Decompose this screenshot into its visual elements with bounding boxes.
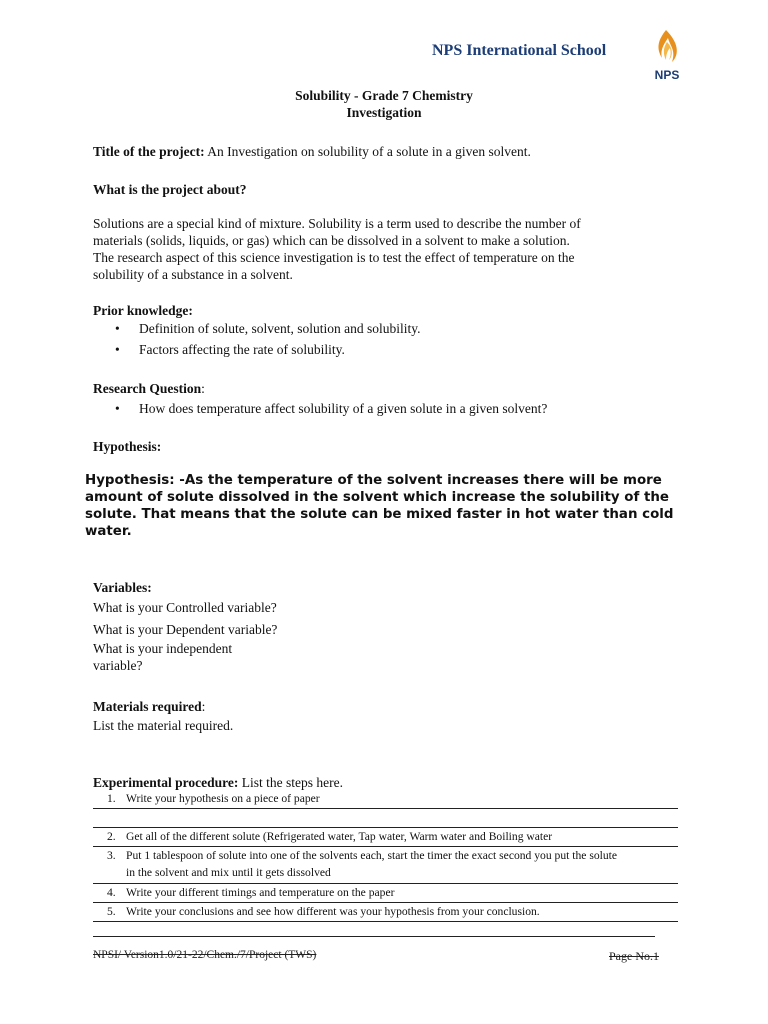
project-title-row: [93, 143, 531, 160]
about-line: materials (solids, liquids, or gas) which can be dissolved in a solvent to make a solution.: [93, 233, 570, 248]
materials-text: List the material required.: [93, 718, 234, 733]
procedure-step: [93, 903, 678, 922]
variables-heading: Variables:: [93, 580, 152, 595]
hypothesis-line: solute. That means that the solute can be mixed faster in hot water than cold: [85, 507, 674, 522]
procedure-step-blank: [93, 809, 678, 828]
prior-knowledge-heading: Prior knowledge:: [93, 303, 193, 318]
procedure-instruction: List the steps here.: [241, 775, 343, 790]
procedure-heading: [93, 774, 343, 791]
list-item: • Definition of solute, solvent, solution and solubility.: [93, 321, 420, 342]
research-question-label: Research Question: [93, 381, 202, 396]
materials-label: Materials required: [93, 699, 202, 714]
about-line: solubility of a substance in a solvent.: [93, 267, 293, 282]
controlled-variable-question: What is your Controlled variable?: [93, 600, 277, 615]
procedure-steps: [93, 790, 678, 922]
document-title: Solubility - Grade 7 Chemistry: [295, 88, 473, 103]
research-question-heading: [93, 380, 205, 397]
about-heading: What is the project about?: [93, 182, 247, 197]
list-item: • How does temperature affect solubility of a given solute in a given solvent?: [93, 401, 547, 422]
independent-variable-line: What is your independent: [93, 641, 233, 656]
procedure-step: [93, 790, 678, 809]
hypothesis-line: Hypothesis: -As the temperature of the solvent increases there will be more: [85, 473, 662, 488]
footer-divider: [93, 936, 655, 937]
step-number: 3.: [107, 849, 116, 862]
procedure-step: [93, 847, 678, 884]
step-text: Write your different timings and temperature on the paper: [126, 886, 395, 899]
project-title-value: An Investigation on solubility of a solute in a given solvent.: [207, 144, 531, 159]
hypothesis-heading: Hypothesis:: [93, 439, 162, 454]
step-text: Write your hypothesis on a piece of paper: [126, 792, 320, 805]
project-title-label: Title of the project:: [93, 144, 205, 159]
independent-variable-line: variable?: [93, 658, 143, 673]
step-text: Get all of the different solute (Refrigerated water, Tap water, Warm water and Boiling water: [126, 830, 553, 843]
step-number: 1.: [107, 792, 116, 805]
footer-page-number: Page No.1: [609, 949, 659, 963]
flame-icon: [646, 28, 688, 68]
procedure-step: [93, 884, 678, 903]
procedure-step: [93, 828, 678, 847]
research-question-list: [93, 401, 547, 422]
independent-variable-question: [93, 640, 232, 674]
about-line: The research aspect of this science investigation is to test the effect of temperature on the: [93, 250, 575, 265]
step-text: Put 1 tablespoon of solute into one of the solvents each, start the timer the exact second you put the solute: [126, 849, 618, 862]
materials-colon: :: [201, 699, 206, 714]
hypothesis-line: water.: [85, 524, 132, 539]
procedure-label: Experimental procedure:: [93, 775, 239, 790]
step-number: 5.: [107, 905, 116, 918]
step-text-continued: in the solvent and mix until it gets dissolved: [126, 866, 331, 879]
step-text: Write your conclusions and see how different was your hypothesis from your conclusion.: [126, 905, 540, 918]
school-logo: [646, 28, 688, 84]
step-number: 2.: [107, 830, 116, 843]
materials-heading: [93, 698, 205, 715]
hypothesis-paragraph: [85, 472, 685, 540]
dependent-variable-question: What is your Dependent variable?: [93, 622, 278, 637]
footer-version: NPSI/ Version1.0/21-22/Chem./7/Project (TWS): [93, 949, 317, 961]
prior-knowledge-list: [93, 321, 420, 363]
research-question-colon: :: [201, 381, 205, 396]
about-line: Solutions are a special kind of mixture. Solubility is a term used to describe the number of: [93, 216, 581, 231]
step-number: 4.: [107, 886, 116, 899]
list-item: • Factors affecting the rate of solubility.: [93, 342, 420, 363]
logo-text: NPS: [654, 68, 680, 82]
school-name: NPS International School: [432, 42, 607, 59]
document-subtitle: Investigation: [346, 105, 422, 120]
hypothesis-line: amount of solute dissolved in the solvent which increase the solubility of the: [85, 490, 669, 505]
about-paragraph: [93, 215, 693, 283]
